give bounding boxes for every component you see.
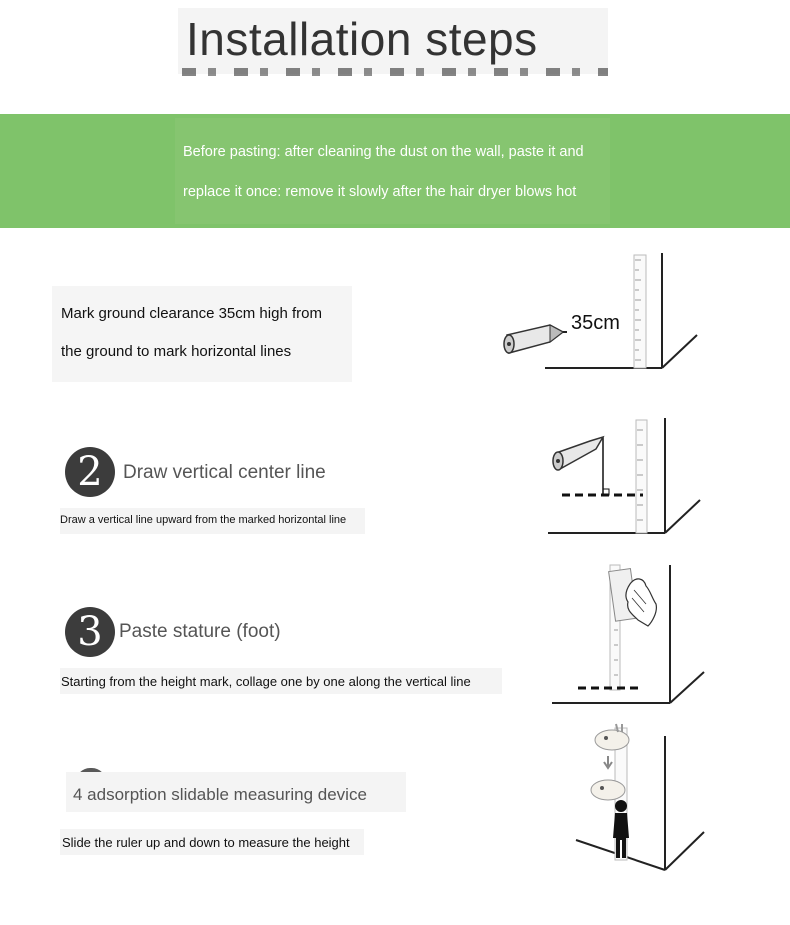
step2-number: 2 <box>65 447 115 497</box>
step4-illustration <box>576 718 708 878</box>
instruction-text <box>183 132 603 212</box>
step4-description: Slide the ruler up and down to measure the height <box>62 835 350 850</box>
giraffe-head-icon <box>591 780 625 800</box>
pencil-icon <box>553 437 603 470</box>
instruction-line-2: replace it once: remove it slowly after the hair dryer blows hot <box>183 184 577 200</box>
step1-description <box>61 295 361 371</box>
step3-number: 3 <box>65 607 115 657</box>
step4-title: 4 adsorption slidable measuring device <box>73 785 367 804</box>
step3-description: Starting from the height mark, collage one by one along the vertical line <box>61 674 471 689</box>
step1-line-1: Mark ground clearance 35cm high from <box>61 305 322 322</box>
title-decoration <box>182 68 608 76</box>
step3-illustration <box>552 560 712 710</box>
step3-title: Paste stature (foot) <box>119 621 281 642</box>
step2-title: Draw vertical center line <box>123 462 326 483</box>
step1-illustration <box>495 250 705 375</box>
page-title: Installation steps <box>186 13 538 65</box>
arrow-down-icon <box>604 756 612 768</box>
instruction-line-1: Before pasting: after cleaning the dust on the wall, paste it and <box>183 144 584 160</box>
height-label: 35cm <box>571 312 620 334</box>
step2-description: Draw a vertical line upward from the marked horizontal line <box>60 514 347 526</box>
step1-line-2: the ground to mark horizontal lines <box>61 343 292 360</box>
pencil-icon <box>504 325 563 353</box>
step2-illustration <box>548 415 708 540</box>
